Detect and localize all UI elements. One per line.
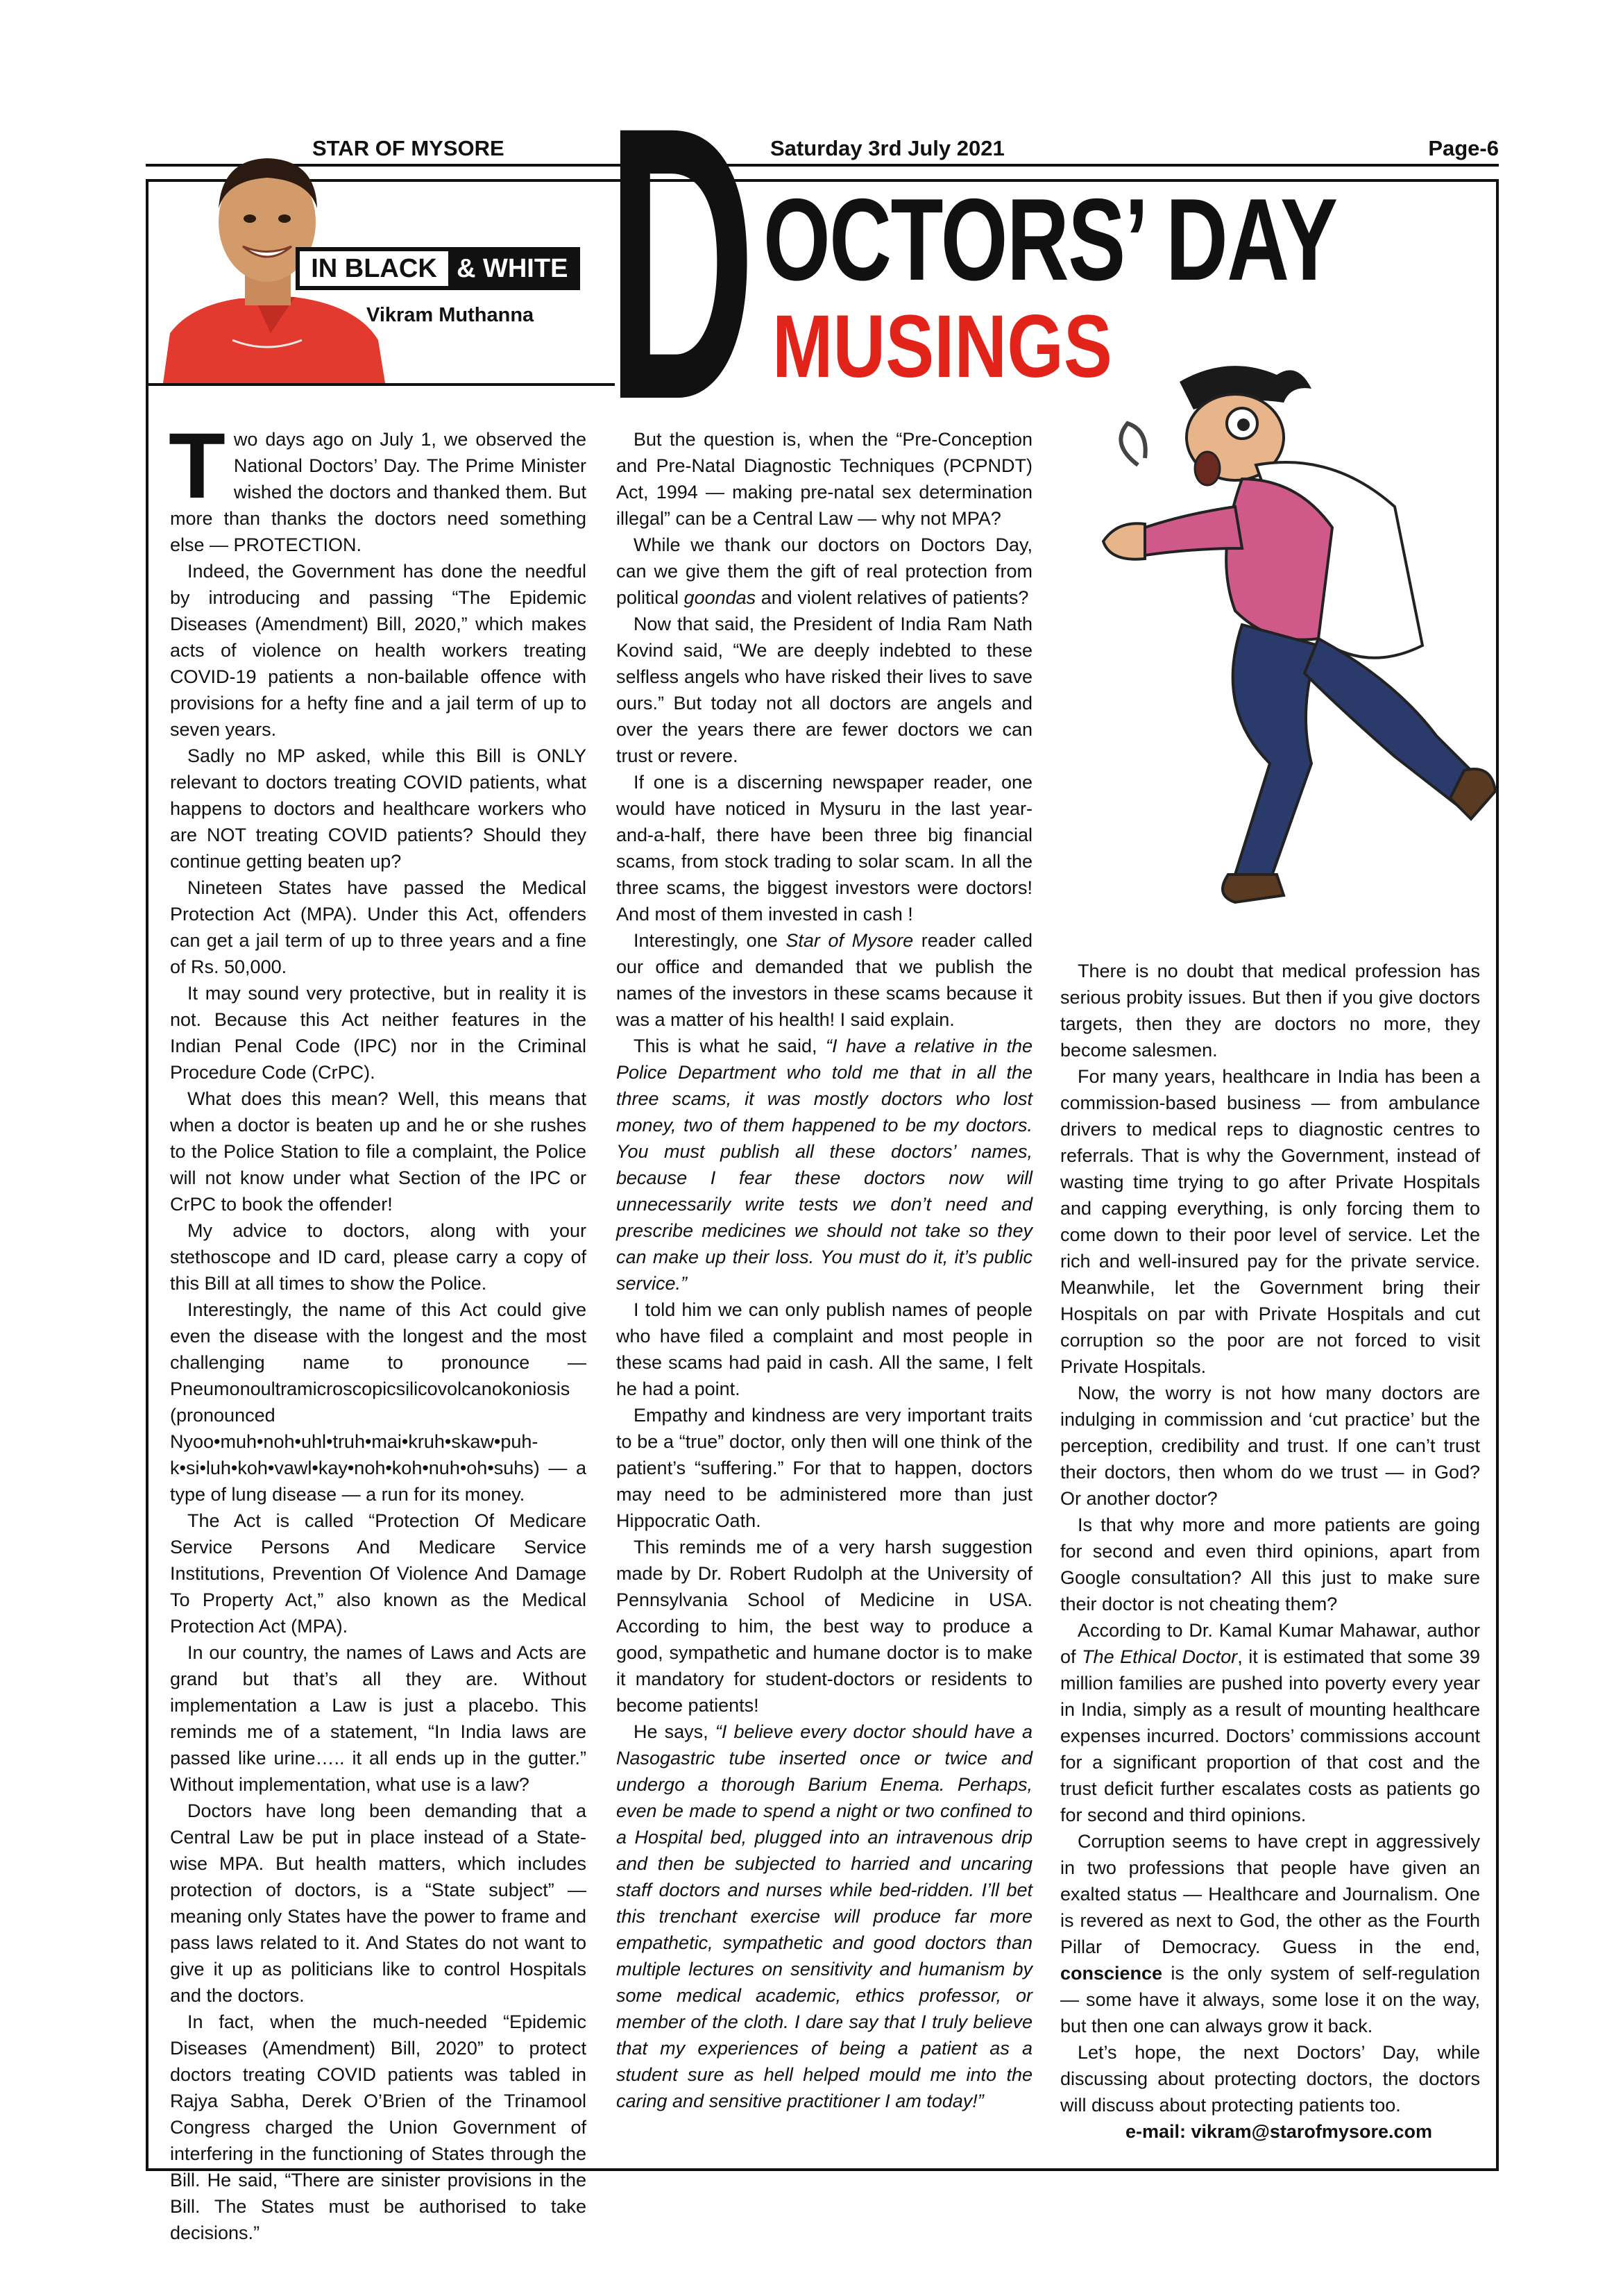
article-column-2 [616, 426, 1033, 2114]
paragraph: This reminds me of a very harsh suggestion made by Dr. Robert Rudolph at the University of Pennsylvania School of Medicine in USA. According to him, the best way to produce a good, sympathetic and humane doctor is to make it mandatory for student-doctors or residents to become patients! [616, 1537, 1033, 1716]
paragraph: In our country, the names of Laws and Acts are grand but that’s all they are. Without implementation a Law is just a placebo. This reminds me of a statement, “In India laws are passed like urine….. it all ends up in the gutter.” Without implementation, what use is a law? [170, 1642, 586, 1795]
paragraph: If one is a discerning newspaper reader, one would have noticed in Mysuru in the last year-and-a-half, there have been three big financial scams, from stock trading to solar scam. In all the three scams, the biggest investors were doctors! And most of them invested in cash ! [616, 772, 1033, 925]
column-series-rest: & WHITE [457, 254, 568, 283]
paragraph: Corruption seems to have crept in aggressively in two professions that people have given an exalted status — Healthcare and Journalism. One is revered as next to God, the other as the Fourth Pillar of Democracy. Guess in the end, conscience is the only system of self-regulation — some have it always, some lose it on the way, but then one can always grow it back. [1060, 1831, 1480, 2036]
publication-name: STAR OF MYSORE [312, 136, 504, 160]
paragraph: In fact, when the much-needed “Epidemic Diseases (Amendment) Bill, 2020” to protect doctors treating COVID patients was tabled in Rajya Sabha, Derek O’Brien of the Trinamool Congress charged the Union Government of interfering in the functioning of States through the Bill. He said, “There are sinister provisions in the Bill. The States must be authorised to take decisions.” [170, 2011, 586, 2243]
paragraph: Now, the worry is not how many doctors are indulging in commission and ‘cut practice’ but the perception, credibility and trust. If one can’t trust their doctors, then whom do we trust — in God? Or another doctor? [1060, 1383, 1480, 1509]
paragraph: This is what he said, “I have a relative in the Police Department who told me that in all the three scams, it was mostly doctors who lost money, two of them happened to be my doctors. You must publish all these doctors’ names, because I fear these doctors now will unnecessarily write tests we don’t need and prescribe medicines we should not take so they can make up their loss. You must do it, it’s public service.” [616, 1036, 1033, 1294]
drop-cap: T [169, 414, 226, 518]
issue-date: Saturday 3rd July 2021 [770, 136, 1005, 160]
paragraph: There is no doubt that medical profession has serious probity issues. But then if you give doctors targets, then they are doctors no more, they become salesmen. [1060, 961, 1480, 1061]
paragraph: I told him we can only publish names of people who have filed a complaint and most people in these scams had paid in cash. All the same, I felt he had a point. [616, 1299, 1033, 1399]
paragraph: According to Dr. Kamal Kumar Mahawar, author of The Ethical Doctor, it is estimated that some 39 million families are pushed into poverty every year in India, simply as a result of mounting healthcare expenses incurred. Doctors’ commissions account for a significant proportion of that cost and the trust deficit further escalates costs as patients go for second and third opinions. [1060, 1620, 1480, 1825]
paragraph: Empathy and kindness are very important traits to be a “true” doctor, only then will one think of the patient’s “suffering.” For that to happen, doctors may need to be administered more than just Hippocratic Oath. [616, 1405, 1033, 1531]
paragraph: My advice to doctors, along with your stethoscope and ID card, please carry a copy of this Bill at all times to show the Police. [170, 1220, 586, 1294]
lead-paragraph: Two days ago on July 1, we observed the National Doctors’ Day. The Prime Minister wished the doctors and thanked them. But more than thanks the doctors need something else — PROTECTION. [169, 414, 586, 555]
paragraph: What does this mean? Well, this means that when a doctor is beaten up and he or she rushes to the Police Station to file a complaint, the Police will not know under what Section of the IPC or CrPC to book the offender! [170, 1088, 586, 1215]
author-email[interactable]: e-mail: vikram@starofmysore.com [1125, 2121, 1432, 2142]
paragraph: Interestingly, the name of this Act could give even the disease with the longest and the most challenging name to pronounce — Pneumonoultramicroscopicsilicovolcanokoniosis (pronounced Nyoo•muh•noh•uhl•truh•mai•kruh•skaw•puh-k•si•luh•koh•vawl•kay•noh•koh•nuh•oh•suhs) — a type of lung disease — a run for its money. [170, 1299, 586, 1505]
paragraph: For many years, healthcare in India has been a commission-based business — from ambulance drivers to medical reps to diagnostic centres to referrals. That is why the Government, instead of wasting time trying to go after Private Hospitals and capping everything, is only forcing them to come down to their poor level of service. Let the rich and well-insured pay for the private service. Meanwhile, let the Government bring their Hospitals on par with Private Hospitals and cut corruption so the poor are not forced to visit Private Hospitals. [1060, 1066, 1480, 1377]
paragraph: He says, “I believe every doctor should have a Nasogastric tube inserted once or twice and undergo a thorough Barium Enema. Perhaps, even be made to spend a night or two confined to a Hospital bed, plugged into an intravenous drip and then be subjected to harried and uncaring staff doctors and nurses while bed-ridden. I’ll bet this trenchant exercise will produce far more empathetic, sympathetic and good doctors than multiple lectures on sensitivity and humanism by some medical academic, ethics professor, or member of the cloth. I dare say that I truly believe that my experiences of being a patient as a student sure as hell helped mould me into the caring and sensitive practitioner I am today!” [616, 1721, 1033, 2111]
paragraph: Indeed, the Government has done the needful by introducing and passing “The Epidemic Diseases (Amendment) Bill, 2020,” which makes acts of violence on health workers treating COVID-19 patients a non-bailable offence with provisions for a hefty fine and a jail term of up to seven years. [170, 561, 586, 740]
paragraph: But the question is, when the “Pre-Conception and Pre-Natal Diagnostic Techniques (PCPNDT) Act, 1994 — making pre-natal sex determination illegal” can be a Central Law — why not MPA? [616, 429, 1033, 529]
column-series-boxed: IN BLACK [300, 251, 448, 286]
headline-big-letter [606, 124, 759, 415]
page-number: Page-6 [1428, 136, 1499, 160]
author-byline: Vikram Muthanna [366, 304, 534, 326]
headline-line-2: MUSINGS [772, 297, 1112, 396]
paragraph: Nineteen States have passed the Medical Protection Act (MPA). Under this Act, offenders can get a jail term of up to three years and a fine of Rs. 50,000. [170, 877, 586, 977]
header-rule [146, 383, 615, 386]
big-letter-text: D [606, 124, 756, 415]
paragraph: It may sound very protective, but in reality it is not. Because this Act neither features in the Indian Penal Code (IPC) nor in the Criminal Procedure Code (CrPC). [170, 983, 586, 1083]
paragraph: Interestingly, one Star of Mysore reader called our office and demanded that we publish the names of the investors in these scams because it was a matter of his health! I said explain. [616, 930, 1033, 1030]
paragraph: Is that why more and more patients are going for second and even third opinions, apart from Google consultation? All this just to make sure their doctor is not cheating them? [1060, 1514, 1480, 1614]
column-badge [296, 247, 580, 290]
article-column-1 [169, 414, 586, 2246]
running-doctor-illustration [1006, 347, 1506, 944]
headline-line-1: OCTORS’ DAY [763, 174, 1337, 305]
paragraph: Sadly no MP asked, while this Bill is ONLY relevant to doctors treating COVID patients, what happens to doctors and healthcare workers who are NOT treating COVID patients? Should they continue getting beaten up? [170, 745, 586, 872]
paragraph: Let’s hope, the next Doctors’ Day, while discussing about protecting doctors, the doctors will discuss about protecting patients too. [1060, 2042, 1480, 2116]
paragraph: Doctors have long been demanding that a Central Law be put in place instead of a State-wise MPA. But health matters, which includes protection of doctors, is a “State subject” — meaning only States have the power to frame and pass laws related to it. And States do not want to give it up as politicians like to control Hospitals and the doctors. [170, 1800, 586, 2006]
article-column-3 [1060, 958, 1480, 2145]
paragraph: While we thank our doctors on Doctors Day, can we give them the gift of real protection from political goondas and violent relatives of patients? [616, 534, 1033, 608]
paragraph: The Act is called “Protection Of Medicare Service Persons And Medicare Service Institutions, Prevention Of Violence And Damage To Property Act,” also known as the Medical Protection Act (MPA). [170, 1510, 586, 1637]
paragraph: Now that said, the President of India Ram Nath Kovind said, “We are deeply indebted to these selfless angels who have risked their lives to save ours.” But today not all doctors are angels and over the years there are fewer doctors we can trust or revere. [616, 614, 1033, 766]
